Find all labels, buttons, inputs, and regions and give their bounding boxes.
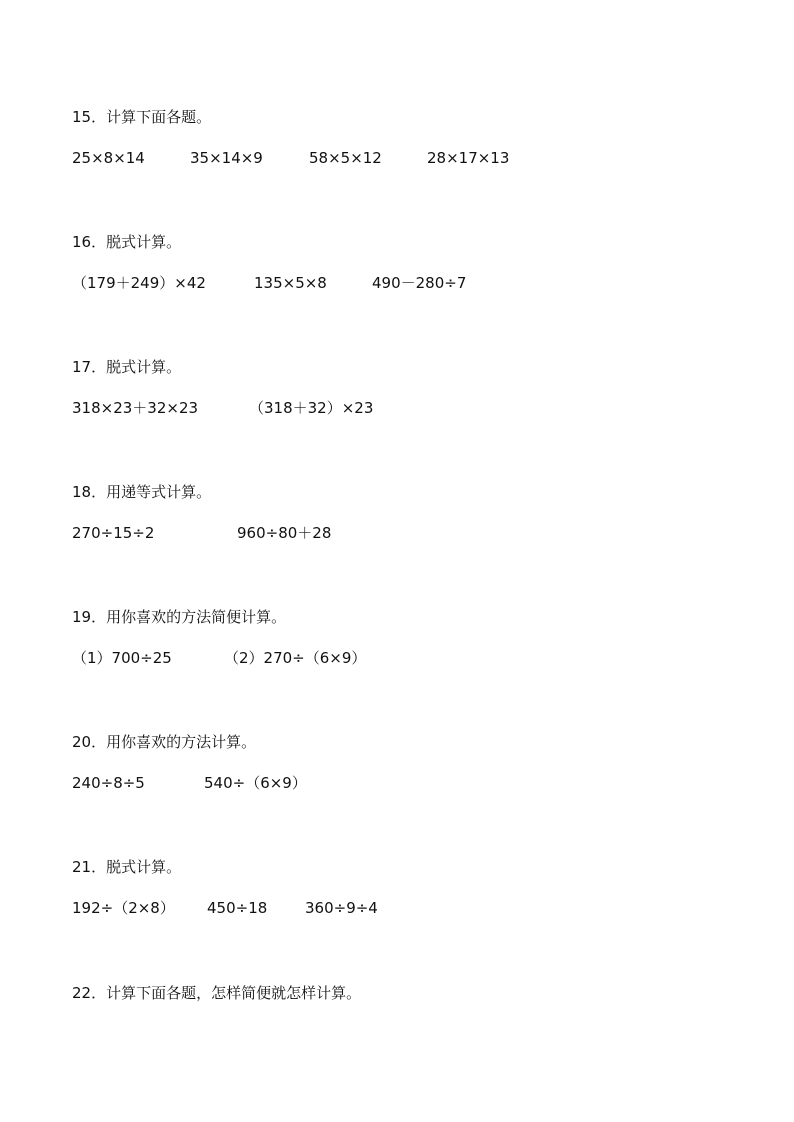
question-title <box>72 732 772 752</box>
question-prompt: 用递等式计算。 <box>106 483 212 501</box>
expression: 28×17×13 <box>427 149 510 167</box>
question-number: 16． <box>72 233 107 251</box>
question-title <box>72 607 772 627</box>
expression-row <box>72 273 772 293</box>
question-18 <box>72 482 772 543</box>
question-number: 18． <box>72 483 107 501</box>
expression: 135×5×8 <box>254 274 327 292</box>
expression: 960÷80＋28 <box>237 524 332 542</box>
expression: 450÷18 <box>207 899 268 917</box>
expression-row <box>72 398 772 418</box>
expression-row <box>72 648 772 668</box>
expression: 490－280÷7 <box>372 274 467 292</box>
expression: 25×8×14 <box>72 149 145 167</box>
expression: （179＋249）×42 <box>72 274 206 292</box>
question-number: 22． <box>72 984 107 1002</box>
question-15 <box>72 107 772 168</box>
expression: （318＋32）×23 <box>249 399 374 417</box>
question-number: 21． <box>72 858 107 876</box>
question-title <box>72 107 772 127</box>
expression-row <box>72 773 772 793</box>
question-19 <box>72 607 772 668</box>
question-22 <box>72 983 772 1003</box>
expression: 192÷（2×8） <box>72 899 175 917</box>
question-prompt: 用你喜欢的方法计算。 <box>106 733 257 751</box>
expression: 240÷8÷5 <box>72 774 145 792</box>
question-title <box>72 482 772 502</box>
question-prompt: 计算下面各题，怎样简便就怎样计算。 <box>106 984 362 1002</box>
question-number: 17． <box>72 358 107 376</box>
question-20 <box>72 732 772 793</box>
expression: 58×5×12 <box>309 149 382 167</box>
question-prompt: 脱式计算。 <box>106 358 182 376</box>
question-number: 19． <box>72 608 107 626</box>
expression: 270÷15÷2 <box>72 524 155 542</box>
expression-row <box>72 148 772 168</box>
expression: 360÷9÷4 <box>305 899 378 917</box>
question-number: 20． <box>72 733 107 751</box>
expression: （1）700÷25 <box>72 649 172 667</box>
question-prompt: 计算下面各题。 <box>106 108 212 126</box>
question-21 <box>72 857 772 918</box>
expression-row <box>72 898 772 918</box>
question-title <box>72 983 772 1003</box>
expression: （2）270÷（6×9） <box>224 649 367 667</box>
expression: 35×14×9 <box>190 149 263 167</box>
question-prompt: 用你喜欢的方法简便计算。 <box>106 608 287 626</box>
question-16 <box>72 232 772 293</box>
question-prompt: 脱式计算。 <box>106 233 182 251</box>
expression: 318×23＋32×23 <box>72 399 199 417</box>
question-17 <box>72 357 772 418</box>
expression-row <box>72 523 772 543</box>
question-prompt: 脱式计算。 <box>106 858 182 876</box>
expression: 540÷（6×9） <box>204 774 307 792</box>
question-title <box>72 857 772 877</box>
question-title <box>72 232 772 252</box>
question-title <box>72 357 772 377</box>
question-number: 15． <box>72 108 107 126</box>
